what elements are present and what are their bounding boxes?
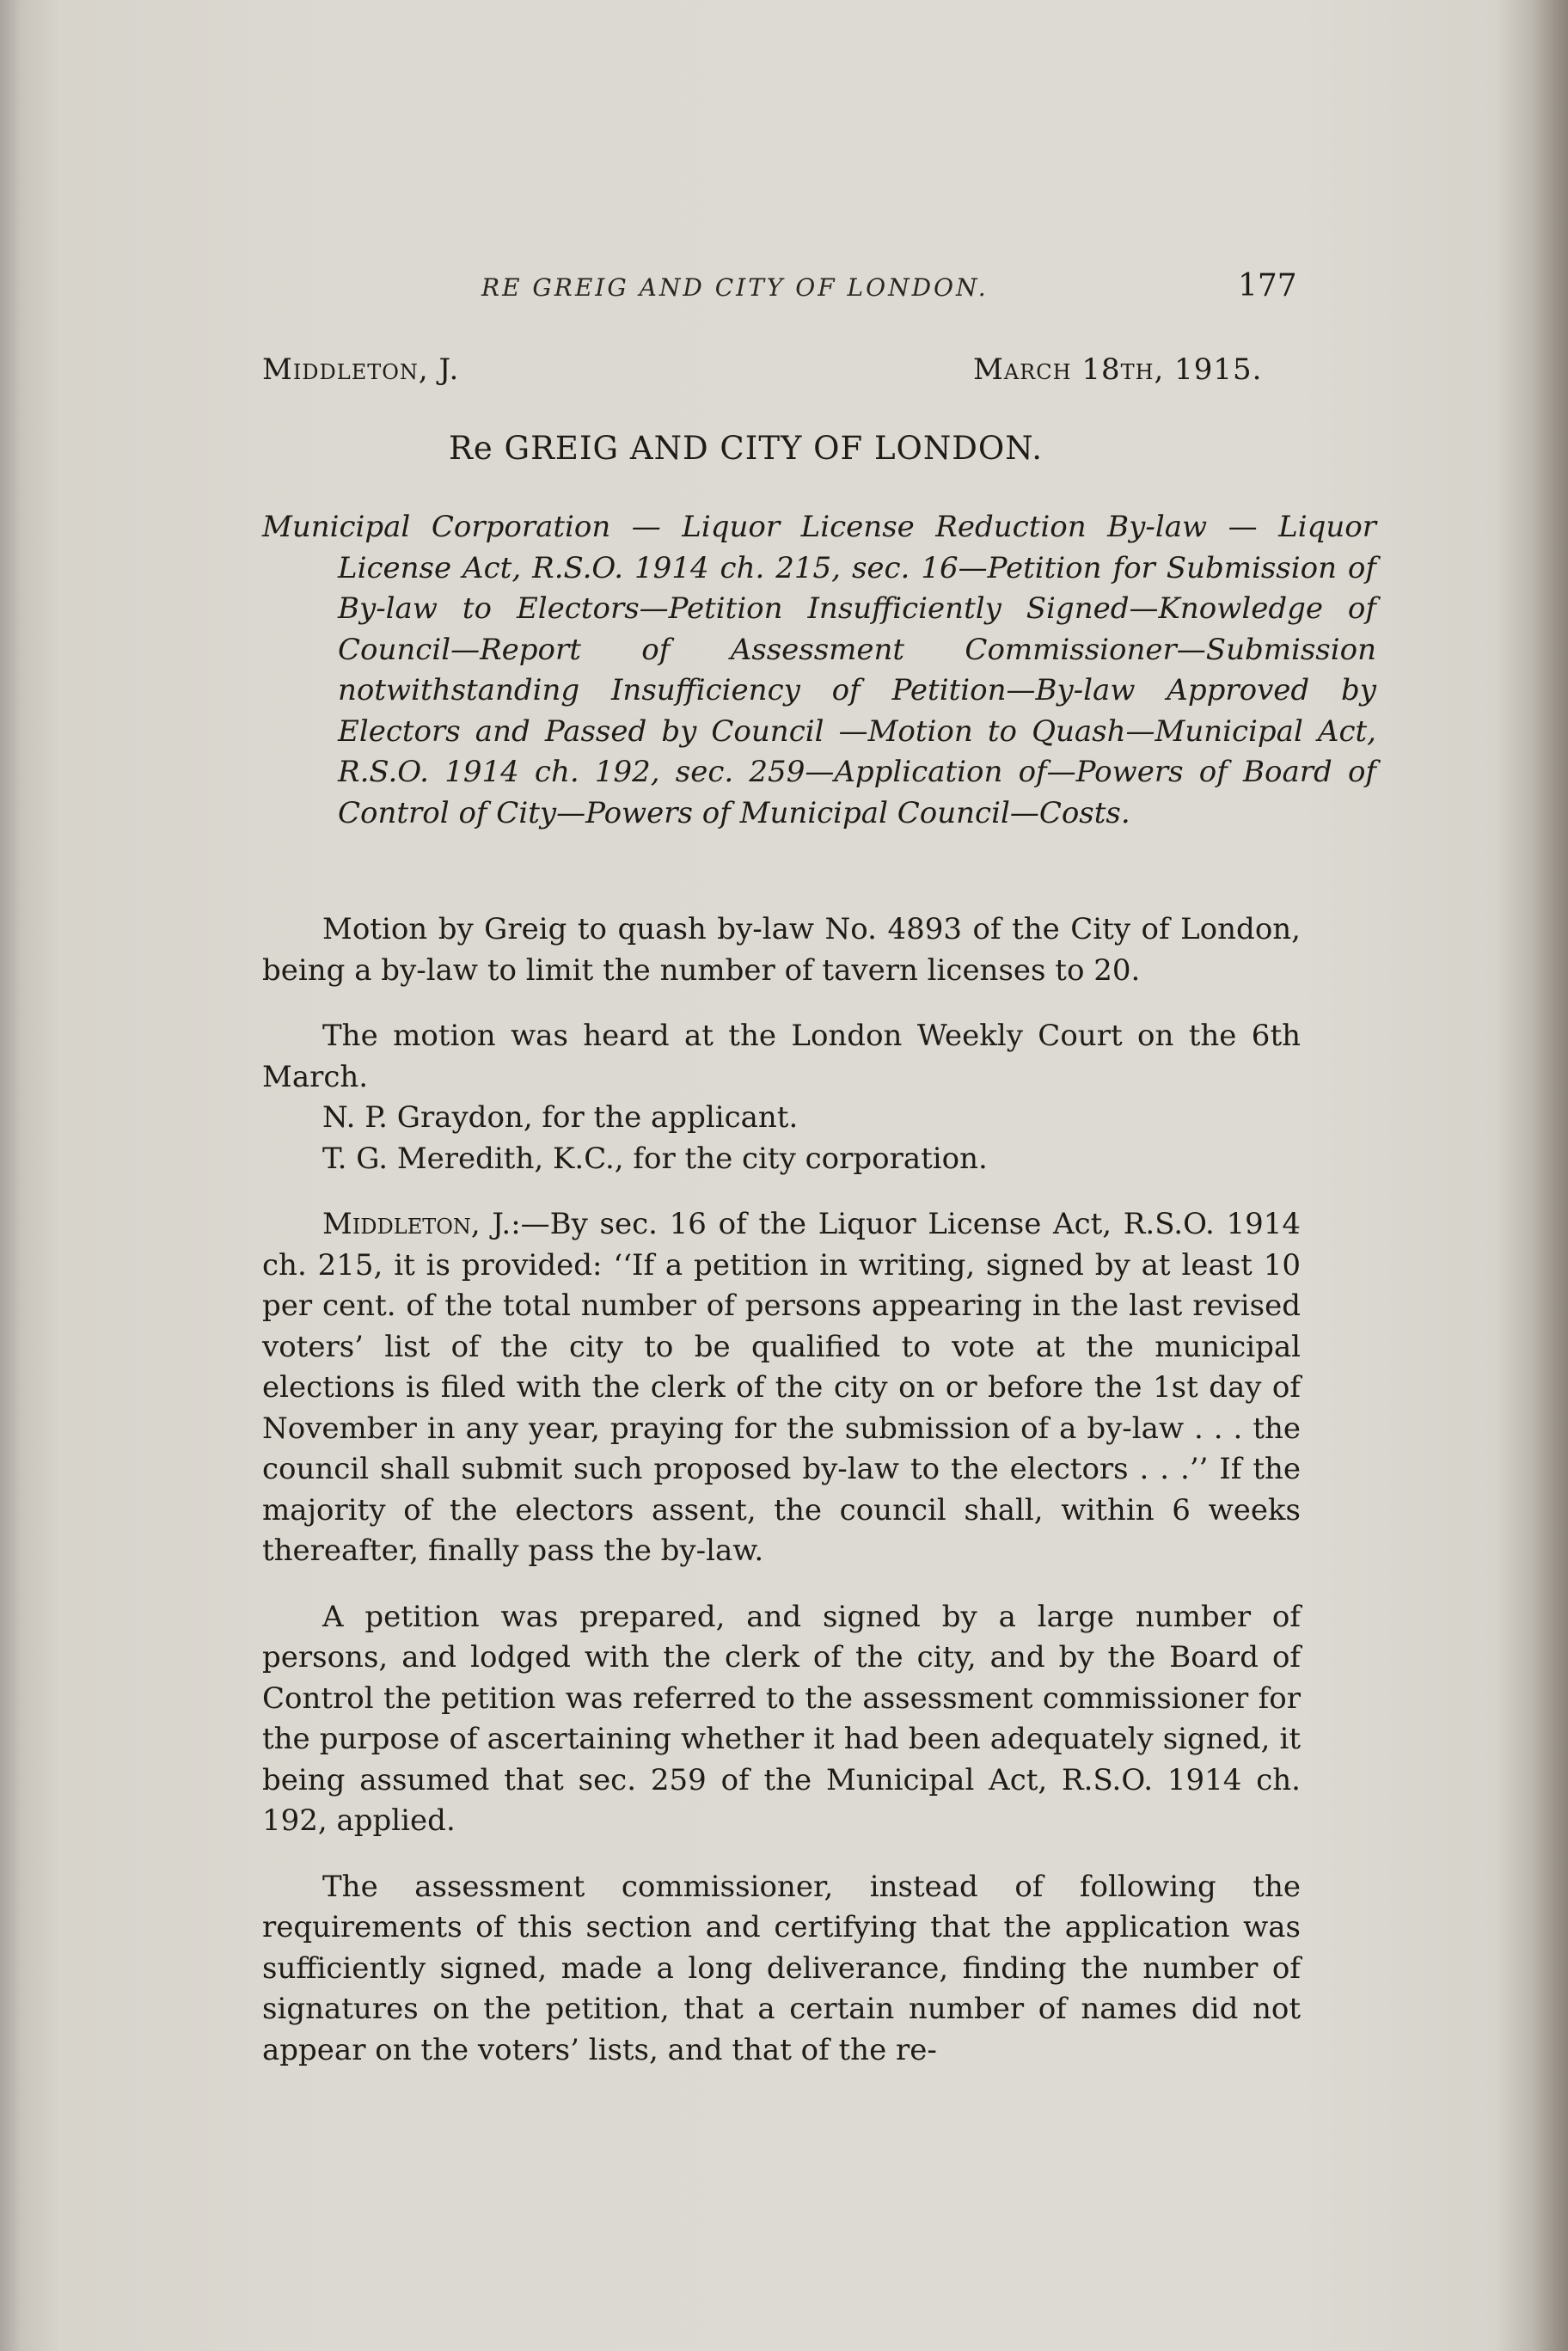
judgment-speaker: Middleton, J. bbox=[322, 1207, 511, 1241]
judgment-paragraph bbox=[262, 1204, 1301, 1572]
petition-paragraph: A petition was prepared, and signed by a large number of persons, and lodged with the clerk of the city, and by the Board of Control the petition was referred to the assessment commissioner for the purpose of ascertaining whether it had been adequately signed, it being assumed that sec. 259 of the Municipal Act, R.S.O. 1914 ch. 192, applied. bbox=[262, 1599, 1301, 1838]
case-title: Re GREIG AND CITY OF LONDON. bbox=[449, 430, 1044, 467]
motion-paragraph: Motion by Greig to quash by-law No. 4893 of the City of London, being a by-law to limit the number of tavern licenses to 20. bbox=[262, 912, 1301, 988]
counsel-city: T. G. Meredith, K.C., for the city corporation. bbox=[322, 1141, 988, 1176]
page-edge-shadow bbox=[1534, 0, 1568, 2351]
judgment-text: :—By sec. 16 of the Liquor License Act, R.S.O. 1914 ch. 215, it is provided: ‘‘If a petition in writing, signed by at least 10 per cent. of the total number of persons appearing in the last revised voters’ list of the city to be qualified to vote at the municipal elections is filed with the clerk of the city on or before the 1st day of November in any year, praying for the submission of a by-law . . . the council shall submit such proposed by-law to the electors . . .’’ If the majority of the electors assent, the council shall, within 6 weeks thereafter, finally pass the by-law. bbox=[262, 1207, 1301, 1568]
judgment-body bbox=[262, 909, 1301, 2096]
judge-name: Middleton, J. bbox=[262, 352, 460, 387]
judgment-date: March 18th, 1915. bbox=[973, 352, 1263, 387]
headnote: Municipal Corporation — Liquor License Reduction By-law — Liquor License Act, R.S.O. 1914 ch. 215, sec. 16—Petition for Submission of By-law to Electors—Petition Insufficiently Signed—Knowledge of Council—Report of Assessment Commissioner—Submission notwithstanding Insufficiency of Petition—By-law Approved by Electors and Passed by Council —Motion to Quash—Municipal Act, R.S.O. 1914 ch. 192, sec. 259—Application of—Powers of Board of Control of City—Powers of Municipal Council—Costs. bbox=[262, 510, 1376, 830]
counsel-applicant: N. P. Graydon, for the applicant. bbox=[322, 1100, 799, 1135]
commissioner-paragraph: The assessment commissioner, instead of following the requirements of this section and certifying that the application was sufficiently signed, made a long deliverance, finding the number of signatures on the petition, that a certain number of names did not appear on the voters’ lists, and that of the re- bbox=[262, 1869, 1301, 2067]
running-head: RE GREIG AND CITY OF LONDON. bbox=[481, 273, 989, 302]
page-number: 177 bbox=[1238, 268, 1297, 303]
hearing-paragraph: The motion was heard at the London Weekly Court on the 6th March. bbox=[262, 1019, 1301, 1094]
